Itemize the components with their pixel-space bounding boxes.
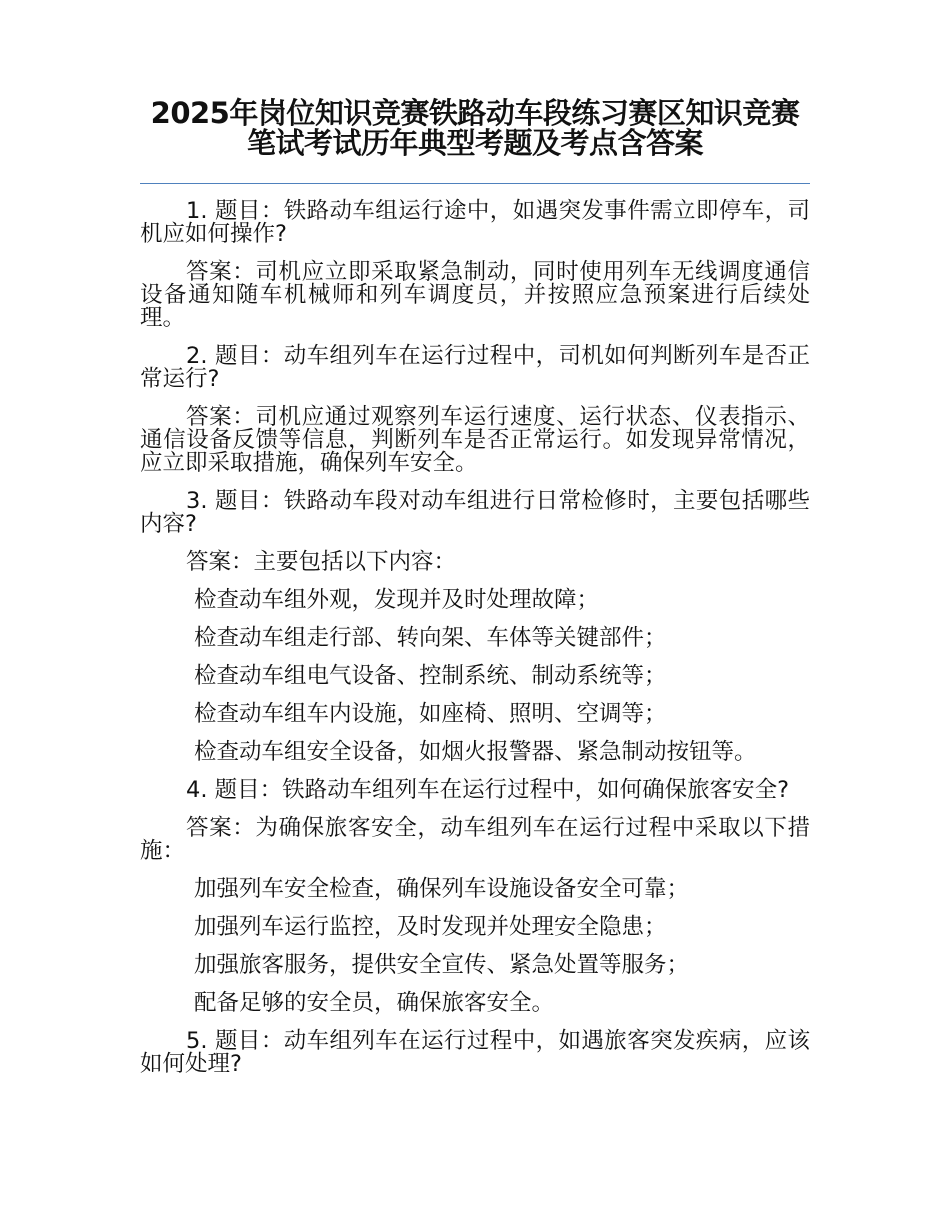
- title-underline: [140, 183, 810, 184]
- answer-3-item: 检查动车组安全设备，如烟火报警器、紧急制动按钮等。: [194, 739, 757, 765]
- document-body: [140, 200, 810, 1091]
- question-1: 1. 题目：铁路动车组运行途中，如遇突发事件需立即停车，司机应如何操作?: [140, 198, 810, 247]
- answer-3-item: 检查动车组外观，发现并及时处理故障；: [194, 587, 600, 613]
- answer-4-item: 配备足够的安全员，确保旅客安全。: [194, 990, 555, 1016]
- answer-4: 答案：为确保旅客安全，动车组列车在运行过程中采取以下措施：: [140, 815, 810, 864]
- question-4: 4. 题目：铁路动车组列车在运行过程中，如何确保旅客安全?: [186, 777, 790, 803]
- document-title: 2025年岗位知识竞赛铁路动车段练习赛区知识竞赛笔试考试历年典型考题及考点含答案: [150, 96, 800, 160]
- answer-1: 答案：司机应立即采取紧急制动，同时使用列车无线调度通信设备通知随车机械师和列车调度员，并按照应急预案进行后续处理。: [140, 259, 810, 331]
- question-3: 3. 题目：铁路动车段对动车组进行日常检修时，主要包括哪些内容?: [140, 488, 810, 537]
- answer-3-item: 检查动车组走行部、转向架、车体等关键部件；: [194, 625, 667, 651]
- answer-4-item: 加强列车运行监控，及时发现并处理安全隐患；: [194, 914, 667, 940]
- question-2: 2. 题目：动车组列车在运行过程中，司机如何判断列车是否正常运行?: [140, 343, 810, 392]
- answer-2: 答案：司机应通过观察列车运行速度、运行状态、仪表指示、通信设备反馈等信息，判断列车是否正常运行。如发现异常情况，应立即采取措施，确保列车安全。: [140, 404, 810, 476]
- answer-3: 答案：主要包括以下内容：: [186, 549, 457, 575]
- answer-3-item: 检查动车组车内设施，如座椅、照明、空调等；: [194, 701, 667, 727]
- answer-4-item: 加强列车安全检查，确保列车设施设备安全可靠；: [194, 876, 690, 902]
- question-5: 5. 题目：动车组列车在运行过程中，如遇旅客突发疾病，应该如何处理?: [140, 1028, 810, 1077]
- answer-4-item: 加强旅客服务，提供安全宣传、紧急处置等服务；: [194, 952, 690, 978]
- answer-3-item: 检查动车组电气设备、控制系统、制动系统等；: [194, 663, 667, 689]
